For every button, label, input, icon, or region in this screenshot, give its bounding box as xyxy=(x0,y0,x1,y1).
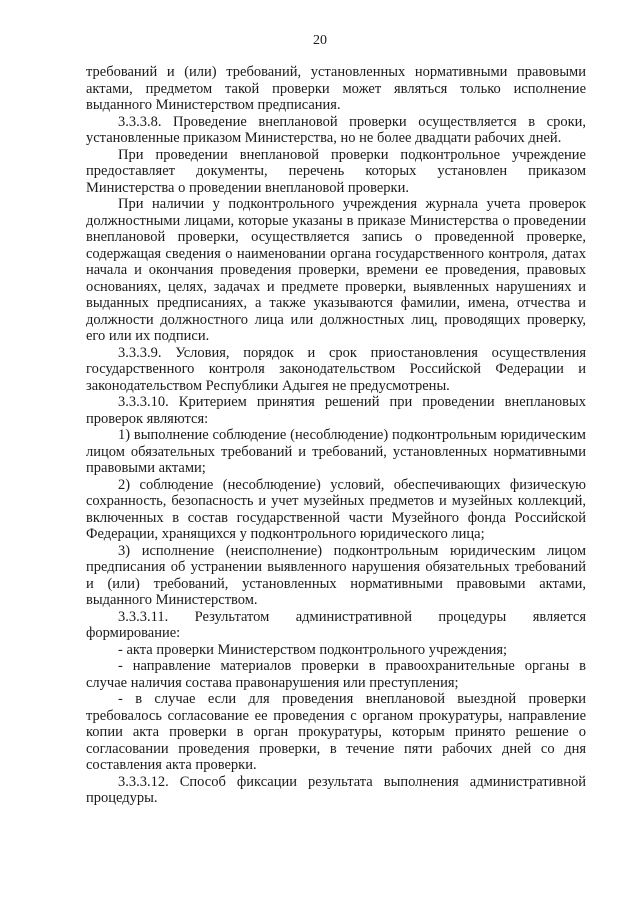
paragraph: 3.3.3.8. Проведение внеплановой проверки осуществляется в сроки, установленные приказом Министерства, но не более двадцати рабочих дней. xyxy=(86,113,586,146)
paragraph: При наличии у подконтрольного учреждения журнала учета проверок должностными лицами, которые указаны в приказе Министерства о проведении внеплановой проверки, осуществляется запись о проведенной проверке, содержащая сведения о наименовании органа государственного контроля, датах начала и окончания проведения проверки, времени ее проведения, правовых основаниях, целях, задачах и предмете проверки, выявленных нарушениях и выданных предписаниях, а также указываются фамилии, имена, отчества и должности должностного лица или должностных лиц, проводящих проверку, его или их подписи. xyxy=(86,196,586,344)
paragraph: 2) соблюдение (несоблюдение) условий, обеспечивающих физическую сохранность, безопасность и учет музейных предметов и музейных коллекций, включенных в состав государственной части Музейного фонда Российской Федерации, хранящихся у подконтрольного юридического лица; xyxy=(86,476,586,542)
document-body xyxy=(86,64,586,807)
page-number: 20 xyxy=(313,33,327,48)
paragraph: 3.3.3.10. Критерием принятия решений при проведении внеплановых проверок являются: xyxy=(86,394,586,427)
paragraph: 3.3.3.12. Способ фиксации результата выполнения административной процедуры. xyxy=(86,773,586,806)
paragraph: - акта проверки Министерством подконтрольного учреждения; xyxy=(118,641,508,658)
paragraph: требований и (или) требований, установленных нормативными правовыми актами, предметом такой проверки может являться только исполнение выданного Министерством предписания. xyxy=(86,64,586,113)
paragraph: При проведении внеплановой проверки подконтрольное учреждение предоставляет документы, перечень которых установлен приказом Министерства о проведении внеплановой проверки. xyxy=(86,146,586,196)
paragraph: 3.3.3.9. Условия, порядок и срок приостановления осуществления государственного контроля законодательством Российской Федерации и законодательством Республики Адыгея не предусмотрены. xyxy=(86,344,586,394)
paragraph: - в случае если для проведения внеплановой выездной проверки требовалось согласование ее проведения с органом прокуратуры, направление копии акта проверки в орган прокуратуры, которым принято решение о согласовании проведения проверки, в течение пяти рабочих дней со дня составления акта проверки. xyxy=(86,691,586,773)
paragraph: 1) выполнение соблюдение (несоблюдение) подконтрольным юридическим лицом обязательных требований и требований, установленных нормативными правовыми актами; xyxy=(86,427,586,476)
paragraph: - направление материалов проверки в правоохранительные органы в случае наличия состава правонарушения или преступления; xyxy=(86,658,586,691)
paragraph: 3) исполнение (неисполнение) подконтрольным юридическим лицом предписания об устранении выявленного нарушения обязательных требований и (или) требований, установленных нормативными правовыми актами, выданного Министерством. xyxy=(86,542,586,608)
paragraph: 3.3.3.11. Результатом административной процедуры является формирование: xyxy=(86,608,586,641)
